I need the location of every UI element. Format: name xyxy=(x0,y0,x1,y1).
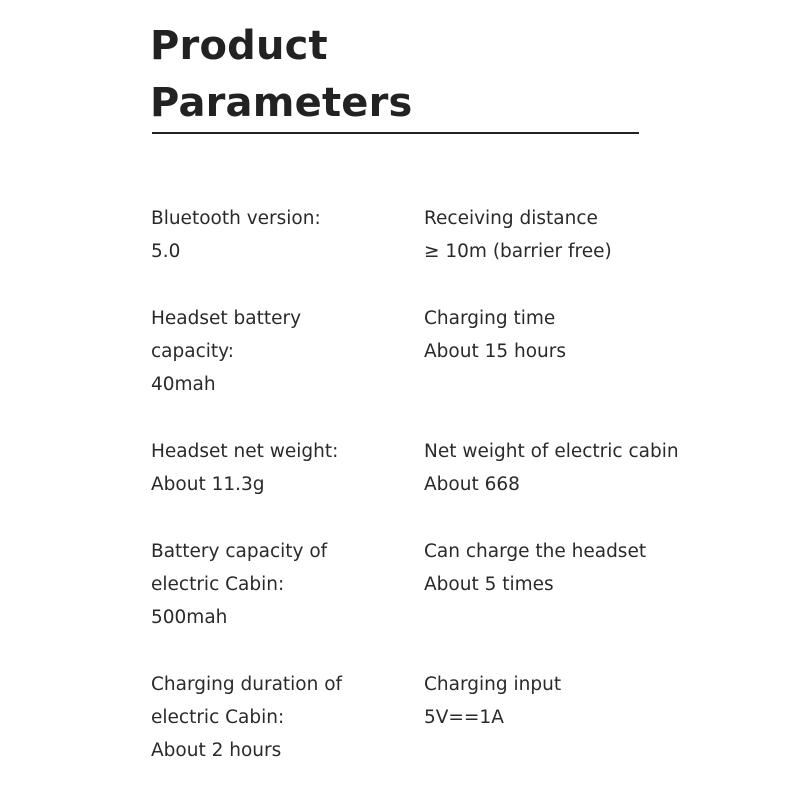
param-value: ≥ 10m (barrier free) xyxy=(424,241,612,262)
param-value: About 5 times xyxy=(424,574,554,595)
param-label: Headset battery xyxy=(151,308,302,329)
param-label: capacity: xyxy=(151,341,234,362)
param-label: Battery capacity of xyxy=(151,541,328,562)
param-value: 5V==1A xyxy=(424,707,504,728)
param-label: electric Cabin: xyxy=(151,574,285,595)
param-bluetooth-version xyxy=(151,202,321,268)
param-charging-input xyxy=(424,668,561,734)
param-cabin-charging-duration xyxy=(151,668,342,767)
param-charging-time xyxy=(424,302,566,368)
param-value: 500mah xyxy=(151,607,228,628)
param-label: Charging time xyxy=(424,308,556,329)
param-value: About 2 hours xyxy=(151,740,282,761)
param-cabin-net-weight xyxy=(424,435,679,501)
param-receiving-distance xyxy=(424,202,612,268)
param-label: Net weight of electric cabin xyxy=(424,441,679,462)
param-label: Can charge the headset xyxy=(424,541,647,562)
param-headset-charge-count xyxy=(424,535,646,601)
page-title xyxy=(150,18,413,132)
param-value: About 668 xyxy=(424,474,520,495)
param-cabin-battery-capacity xyxy=(151,535,327,634)
param-headset-battery-capacity xyxy=(151,302,301,401)
param-label: Charging input xyxy=(424,674,562,695)
title-divider xyxy=(152,132,639,134)
param-value: 5.0 xyxy=(151,241,181,262)
param-headset-net-weight xyxy=(151,435,338,501)
page-title-line-1: Product xyxy=(150,23,328,69)
param-label: Bluetooth version: xyxy=(151,208,321,229)
param-label: Headset net weight: xyxy=(151,441,339,462)
page-title-line-2: Parameters xyxy=(150,80,413,126)
param-label: Charging duration of xyxy=(151,674,343,695)
param-label: electric Cabin: xyxy=(151,707,285,728)
param-value: 40mah xyxy=(151,374,216,395)
param-value: About 11.3g xyxy=(151,474,265,495)
param-label: Receiving distance xyxy=(424,208,598,229)
param-value: About 15 hours xyxy=(424,341,567,362)
